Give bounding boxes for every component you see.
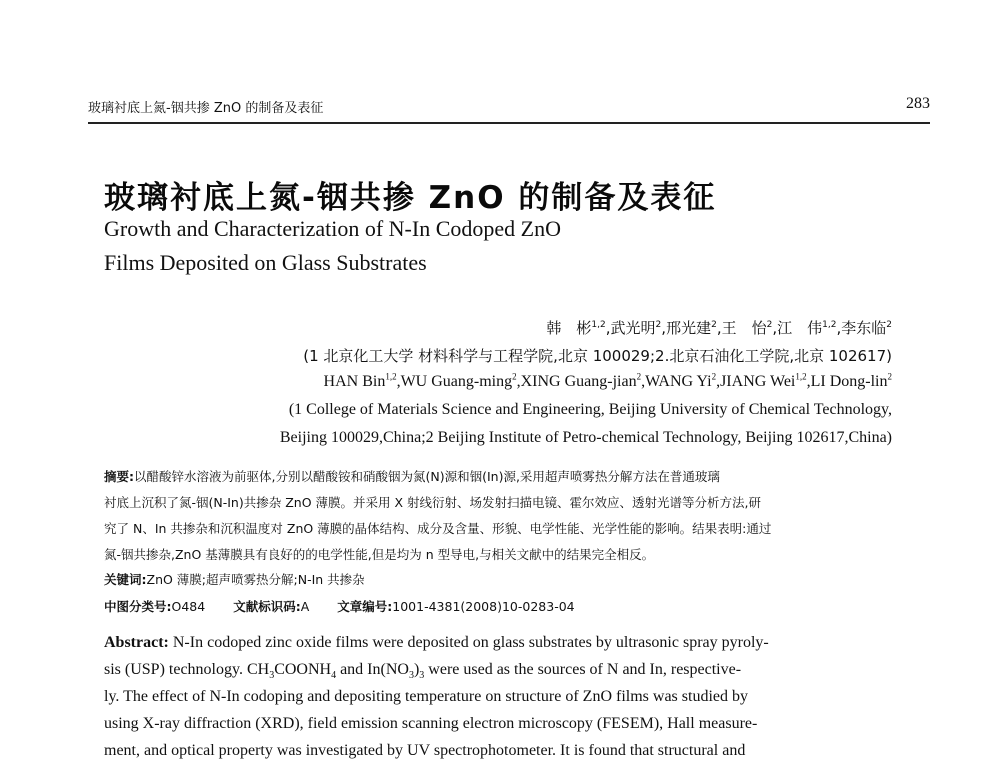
author-affil-mark: 2 bbox=[711, 320, 717, 330]
author-name: 邢光建 bbox=[666, 319, 712, 337]
keywords-text: ZnO 薄膜;超声喷雾热分解;N-In 共掺杂 bbox=[146, 572, 365, 587]
subscript: 3 bbox=[269, 670, 275, 682]
abstract-chinese-line-1 bbox=[104, 467, 932, 485]
author-affil-mark: 2 bbox=[711, 371, 717, 382]
header-rule bbox=[88, 122, 930, 124]
author-name: 王 怡 bbox=[721, 319, 767, 337]
author-affil-mark: 1,2 bbox=[385, 371, 397, 382]
abstract-english-line-2 bbox=[104, 661, 932, 682]
running-header bbox=[88, 95, 930, 117]
article-number-label: 文章编号: bbox=[337, 599, 393, 614]
subscript: 3 bbox=[408, 670, 414, 682]
clc-label: 中图分类号: bbox=[104, 599, 172, 614]
abstract-chinese-line-3: 究了 N、In 共掺杂和沉积温度对 ZnO 薄膜的晶体结构、成分及含量、形貌、电学性能、光学性能的影响。结果表明:通过 bbox=[104, 521, 772, 536]
author-affil-mark: 2 bbox=[887, 371, 892, 382]
authors-chinese: 韩 彬$^{1,2}$,武光明$^2$,邢光建$^2$,王 怡$^2$,江 伟$^{1,2}$,李东临$^2$ bbox=[546, 319, 892, 337]
author-name: 江 伟 bbox=[777, 319, 823, 337]
author-affil-mark: 2 bbox=[766, 320, 773, 330]
abstract-text-segment: COONH bbox=[274, 661, 332, 678]
abstract-english-line-4: using X-ray diffraction (XRD), field emission scanning electron microscopy (FESEM), Hall measure- bbox=[104, 715, 758, 732]
abstract-text-segment: and In(NO bbox=[336, 661, 409, 678]
author-name: 武光明 bbox=[610, 319, 656, 337]
abstract-text-segment: ) bbox=[413, 661, 420, 678]
clc-value: O484 bbox=[171, 599, 206, 614]
author-affil-mark: 2 bbox=[655, 320, 662, 330]
abstract-english-line-5: ment, and optical property was investigated by UV spectrophotometer. It is found that structural and bbox=[104, 742, 746, 759]
title-english-line-2: Films Deposited on Glass Substrates bbox=[104, 250, 427, 275]
keywords-chinese bbox=[104, 570, 365, 588]
author-affil-mark: 1,2 bbox=[822, 320, 837, 330]
article-number-value: 1001-4381(2008)10-0283-04 bbox=[392, 599, 575, 614]
classification-line bbox=[104, 597, 575, 615]
author-affil-mark: 2 bbox=[886, 320, 892, 330]
subscript: 3 bbox=[419, 670, 425, 682]
author-name: JIANG Wei bbox=[720, 373, 796, 390]
abstract-text-segment: were used as the sources of N and In, respective- bbox=[424, 661, 742, 678]
author-affil-mark: 2 bbox=[636, 371, 642, 382]
doc-code-value: A bbox=[300, 599, 310, 614]
affiliations-chinese: (1 北京化工大学 材料科学与工程学院,北京 100029;2.北京石油化工学院,北京 102617) bbox=[303, 347, 892, 365]
author-affil-mark: 1,2 bbox=[591, 320, 606, 330]
authors-english: HAN Bin$^{1,2}$,WU Guang-ming$^2$,XING Guang-jian$^2$,WANG Yi$^2$,JIANG Wei$^{1,2}$,LI Dong-lin$^2$ bbox=[323, 371, 892, 390]
author-name: WANG Yi bbox=[645, 373, 712, 390]
abstract-english-line-3: ly. The effect of N-In codoping and depositing temperature on structure of ZnO films was studied by bbox=[104, 688, 748, 705]
author-name: 韩 彬 bbox=[546, 319, 592, 337]
author-name: XING Guang-jian bbox=[520, 373, 637, 390]
abstract-english-text: N-In codoped zinc oxide films were deposited on glass substrates by ultrasonic spray pyroly- bbox=[172, 634, 769, 651]
affiliations-english-line-2: Beijing 100029,China;2 Beijing Institute of Petro-chemical Technology, Beijing 102617,China) bbox=[279, 429, 892, 446]
author-name: WU Guang-ming bbox=[400, 373, 513, 390]
abstract-chinese-label: 摘要: bbox=[104, 469, 134, 484]
author-name: 李东临 bbox=[841, 319, 887, 337]
author-affil-mark: 2 bbox=[512, 371, 517, 382]
title-chinese: 玻璃衬底上氮-铟共掺 ZnO 的制备及表征 bbox=[104, 180, 717, 216]
abstract-text-segment: sis (USP) technology. CH bbox=[104, 661, 270, 678]
affiliations-english-line-1: (1 College of Materials Science and Engineering, Beijing University of Chemical Technology, bbox=[288, 401, 892, 418]
author-affil-mark: 1,2 bbox=[795, 371, 807, 382]
abstract-english-line-1 bbox=[104, 634, 932, 652]
abstract-chinese-line-2: 衬底上沉积了氮-铟(N-In)共掺杂 ZnO 薄膜。并采用 X 射线衍射、场发射扫描电镜、霍尔效应、透射光谱等分析方法,研 bbox=[104, 495, 761, 510]
doc-code-label: 文献标识码: bbox=[233, 599, 301, 614]
author-name: HAN Bin bbox=[323, 373, 386, 390]
abstract-chinese-line-4: 氮-铟共掺杂,ZnO 基薄膜具有良好的的电学性能,但是均为 n 型导电,与相关文献中的结果完全相反。 bbox=[104, 547, 655, 562]
title-english-line-1: Growth and Characterization of N-In Codoped ZnO bbox=[104, 216, 561, 241]
subscript: 4 bbox=[331, 670, 337, 682]
running-title: 玻璃衬底上氮-铟共掺 ZnO 的制备及表征 bbox=[88, 101, 324, 116]
keywords-label: 关键词: bbox=[104, 572, 147, 587]
author-name: LI Dong-lin bbox=[810, 373, 888, 390]
abstract-english-label: Abstract: bbox=[104, 634, 169, 651]
abstract-chinese-text: 以醋酸锌水溶液为前驱体,分别以醋酸铵和硝酸铟为氮(N)源和铟(In)源,采用超声喷雾热分解方法在普通玻璃 bbox=[134, 469, 720, 484]
page-number: 283 bbox=[906, 95, 930, 112]
